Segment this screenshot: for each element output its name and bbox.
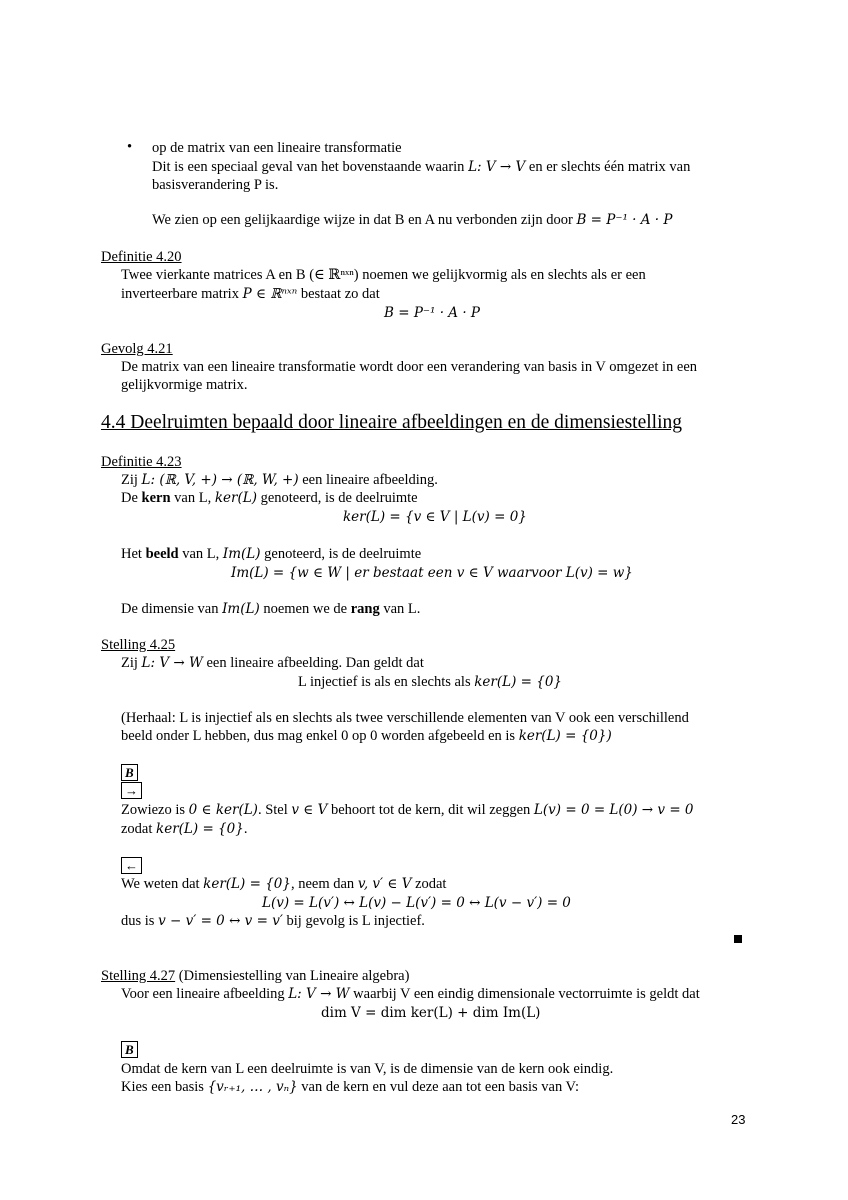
proof-1-line-4: dus is v − v′ = 0 ↔ v = v′ bij gevolg is L injectief.: [121, 913, 425, 929]
def-4-23-line-4: De dimensie van Im(L) noemen we de rang van L.: [121, 601, 421, 617]
def-4-23-line-1: Zij L: (ℝ, V, +) → (ℝ, W, +) een lineaire afbeelding.: [121, 472, 438, 488]
arrow-right-box: →: [121, 782, 142, 800]
arrow-left-box: ←: [121, 857, 142, 875]
stelling-4-27-formula: dim V = dim ker(L) + dim Im(L): [321, 1005, 541, 1021]
stelling-4-25-heading: Stelling 4.25: [101, 637, 176, 653]
proof-1-line-2: zodat ker(L) = {0}.: [121, 821, 248, 837]
proof-2-b-box: B: [121, 1041, 138, 1059]
proof-2-line-2: Kies een basis {vᵣ₊₁, … , vₙ} van de kern en vul deze aan tot een basis van V:: [121, 1079, 579, 1095]
stelling-4-27-heading: Stelling 4.27 (Dimensiestelling van Lineaire algebra): [101, 968, 410, 984]
bullet-line-3: We zien op een gelijkaardige wijze in dat B en A nu verbonden zijn door B = P⁻¹ · A · P: [152, 212, 673, 228]
herhaal-line-1: (Herhaal: L is injectief als en slechts als twee verschillende elementen van V ook een verschillend: [121, 710, 689, 726]
def-4-20-line-1: Twee vierkante matrices A en B (∈ ℝⁿˣⁿ) noemen we gelijkvormig als en slechts als er een: [121, 267, 646, 283]
stelling-4-27-line-1: Voor een lineaire afbeelding L: V → W waarbij V een eindig dimensionale vectorruimte is geldt dat: [121, 986, 700, 1002]
stelling-4-25-line-1: Zij L: V → W een lineaire afbeelding. Dan geldt dat: [121, 655, 424, 671]
bullet-title: op de matrix van een lineaire transformatie: [152, 140, 402, 156]
def-4-20-heading: Definitie 4.20: [101, 249, 182, 265]
stelling-4-25-center: L injectief is als en slechts als ker(L) = {0}: [298, 674, 563, 690]
bullet-line-1: Dit is een speciaal geval van het bovenstaande waarin L: V → V en er slechts één matrix van: [152, 159, 691, 175]
def-4-23-formula-beeld: Im(L) = {w ∈ W | er bestaat een v ∈ V waarvoor L(v) = w}: [231, 565, 633, 581]
bullet-line-2: basisverandering P is.: [152, 177, 279, 193]
def-4-23-formula-kern: ker(L) = {v ∈ V | L(v) = 0}: [343, 509, 527, 525]
def-4-20-formula: B = P⁻¹ · A · P: [384, 305, 481, 321]
def-4-20-line-2: inverteerbare matrix P ∈ ℝⁿˣⁿ bestaat zo dat: [121, 286, 380, 302]
gevolg-4-21-line-1: De matrix van een lineaire transformatie wordt door een verandering van basis in V omgezet in een: [121, 359, 698, 375]
proof-1-formula: L(v) = L(v′) ↔ L(v) − L(v′) = 0 ↔ L(v − v′) = 0: [262, 895, 571, 911]
proof-2-line-1: Omdat de kern van L een deelruimte is van V, is de dimensie van de kern ook eindig.: [121, 1061, 614, 1077]
gevolg-4-21-line-2: gelijkvormige matrix.: [121, 377, 248, 393]
page-number: 23: [731, 1112, 746, 1127]
proof-1-line-1: Zowiezo is 0 ∈ ker(L). Stel v ∈ V behoort tot de kern, dit wil zeggen L(v) = 0 = L(0) → v = 0: [121, 802, 694, 818]
def-4-23-line-3: Het beeld van L, Im(L) genoteerd, is de deelruimte: [121, 546, 422, 562]
gevolg-4-21-heading: Gevolg 4.21: [101, 341, 173, 357]
qed-square: [734, 935, 742, 943]
section-heading: 4.4 Deelruimten bepaald door lineaire afbeeldingen en de dimensiestelling: [101, 412, 683, 433]
proof-1-line-3: We weten dat ker(L) = {0}, neem dan v, v′ ∈ V zodat: [121, 876, 447, 892]
bullet-symbol: •: [127, 139, 133, 155]
herhaal-line-2: beeld onder L hebben, dus mag enkel 0 op 0 worden afgebeeld en is ker(L) = {0}): [121, 728, 612, 744]
def-4-23-line-2: De kern van L, ker(L) genoteerd, is de deelruimte: [121, 490, 418, 506]
def-4-23-heading: Definitie 4.23: [101, 454, 182, 470]
proof-b-box: B: [121, 764, 138, 782]
